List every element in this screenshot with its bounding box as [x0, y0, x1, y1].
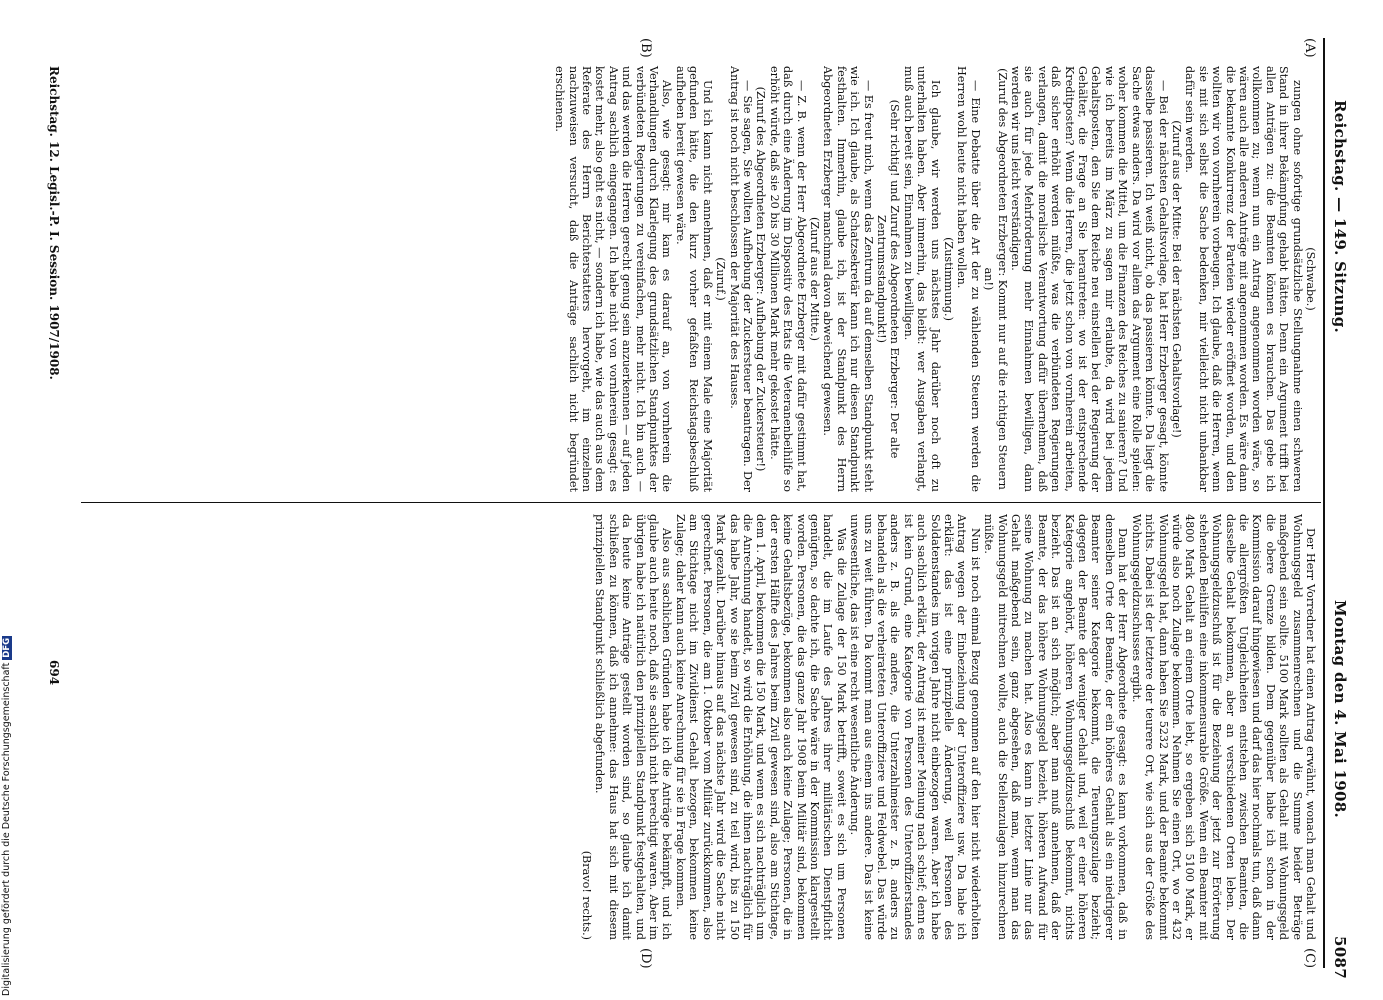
left-paragraph-6: — Z. B. wenn der Herr Abgeordnete Erzberger mit dafür gestimmt hat, daß durch eine Änderung im Dispositiv des Etats die Veteranenbeihilfe so erhöht würde, daß sie 20 bis 30 Millionen Mark mehr gekostet hätte. [767, 66, 808, 492]
left-paragraph-7: — Sie sagen, Sie wollten Aufhebung der Zuckersteuer beantragen. Der Antrag ist noch nicht beschlossen der Majorität des Hauses. [727, 66, 754, 492]
left-paragraph-5: — Es freut mich, wenn das Zentrum da auf demselben Standpunkt steht wie ich. Ich glaube, als Schatzsekretär kann ich nur diesen Standpunkt festhalten. Immerhin, glaube ich, ist der Standpunkt des Herrn Abgeordneten Erzberger manchmal davon abweichend gewesen. [821, 66, 875, 492]
right-interjection-1: (Bravo! rechts.) [580, 850, 594, 940]
page-number: 5087 [1331, 936, 1349, 979]
left-paragraph-8: Und ich kann nicht annehmen, daß er mit einem Male eine Majorität gefunden hätte, die den kurz vorher gefaßten Reichstagsbeschluß aufheben bereit gewesen wäre. [673, 66, 714, 492]
left-paragraph-1: zungen ohne sofortige grundsätzliche Stellungnahme einen schweren Stand in ihrer Bekämpfung gehabt hätten. Denn ein Argument trifft bei allen Anträgen zu: die Beamten können es brauchen. Das gebe ich vollkommen zu; wenn nun ein Antrag angenommen worden wäre, so wären auch alle anderen Anträge mit angenommen worden. Es wäre dann die bekannte Konkurrenz der Parteien wieder eröffnet worden, und den wollten wir von vornherein vorbeugen. Ich glaube, daß die Herren, wenn sie mit sich selbst die Sache bedenken, mir vielleicht nicht unbankbar dafür sein werden. [1183, 66, 1304, 492]
right-paragraph-2: Dann hat der Herr Abgeordnete gesagt: es kann vorkommen, daß in demselben Orte der Beamte, der ein höheres Gehalt als ein niedrigerer Beamter seiner Kategorie bekommt, die Teuerungszulage bezieht; dagegen der Beamte der weniger Gehalt und, weil er einer höheren Kategorie angehört, höheren Wohnungsgeldzuschuß bekommt, nichts bezieht. Das ist an sich möglich; aber man muß annehmen, daß der Beamte, der das höhere Wohnungsgeld bezieht, höheren Aufwand für seine Wohnung zu machen hat. Also es kann in letzter Linie nur das Gehalt maßgebend sein, ganz abgesehen, daß man, wenn man das Wohnungsgeld mitrechnen wollte, auch die Stellenzulagen hinzurechnen müßte. [982, 514, 1130, 940]
digitization-sidebar [0, 600, 14, 1000]
digitization-text: Digitalisierung gefördert durch die Deutsche Forschungsgemeinschaft [1, 662, 12, 996]
left-interjection-1: (Zuruf aus der Mitte: Bei der nächsten Gehaltsvorlage!) [1169, 120, 1183, 438]
left-interjection-7: (Zuruf.) [714, 257, 728, 301]
left-paragraph-3: — Eine Debatte über die Art der zu wählenden Steuern werden die Herren wohl heute nicht haben wollen. [955, 66, 982, 492]
left-paragraph-2: — Bei der nächsten Gehaltsvorlage, hat Herr Erzberger gesagt, könnte dasselbe passieren. Ich weiß nicht, ob das passieren könnte. Da liegt die Sache etwas anders. Da wird vor allem das Argument eine Rolle spielen: woher kommen die Mittel, um die Finanzen des Reiches zu sanieren? Und wie ich bereits im März zu sagen mir erlaubte, da wird bei jedem Gehaltsposten, den Sie dem Reiche neu einstellen bei der Regierung der Gehälter, die Frage an Sie herantreten: wo ist der entsprechende Kreditposten? Wenn die Herren, die jetzt schon von vornherein arbeiten, daß sicher erhöht werden müßte, was die verbündeten Regierungen verlangen, damit die moralische Verantwortung dafür übernehmen, daß sie auch für jede Mehrforderung mehr Einnahmen bewilligen, dann werden wir uns leicht verständigen. [1009, 66, 1170, 492]
left-interjection-6: (Zuruf des Abgeordneten Erzberger: Aufhebung der Zuckersteuer!) [754, 86, 768, 472]
speaker-name: (Schwabe.) [1304, 247, 1317, 311]
left-interjection-4: (Sehr richtig! und Zuruf des Abgeordneten Erzberger: Der alte Zentrumsstandpunkt!) [875, 99, 902, 459]
right-paragraph-5: Also aus sachlichen Gründen habe ich die Anträge bekämpft, und ich glaube auch heute noch, daß sie sachlich nicht berechtigt waren. Aber im übrigen habe ich natürlich den prinzipiellen Standpunkt festgehalten, und da heute keine Anträge gestellt worden sind, so glaube ich damit schließen zu können, daß ich annehme: das Haus hat sich mit diesem prinzipiellen Standpunkt schließlich abgefunden. [593, 514, 674, 940]
marker-d: (D) [638, 948, 653, 969]
right-column [580, 514, 1317, 940]
header-rule [1324, 38, 1326, 968]
dfg-logo: DFG [2, 637, 12, 658]
left-interjection-2: (Zuruf des Abgeordneten Erzberger: Kommt nur auf die richtigen Steuern an!) [982, 68, 1009, 490]
marker-a: (A) [1302, 38, 1317, 58]
left-interjection-3: (Zustimmung.) [942, 237, 956, 321]
left-paragraph-9: Also, wie gesagt: mir kam es darauf an, von vornherein die Verhandlungen durch Klarlegung des grundsätzlichen Standpunktes der verbündeten Regierungen zu vereinfachen, mehr nicht. Ich bin auch — und das werden die Herren gerecht genug sein anzuerkennen — auf jeden Antrag sachlich eingegangen. Ich habe nicht von vornherein gesagt: es kostet mehr, also geht es nicht, — sondern ich habe, wie das auch aus dem Referate des Herrn Berichterstatters hervorgeht, im einzelnen nachzuweisen versucht, daß die Anträge sachlich nicht begründet erschienen. [553, 66, 674, 492]
marker-b: (B) [638, 38, 653, 58]
left-interjection-5: (Zuruf aus der Mitte.) [807, 216, 821, 342]
left-paragraph-4: Ich glaube, wir werden uns nächstes Jahr darüber noch oft zu unterhalten haben. Aber immerhin, das bleibt: wer Ausgaben verlangt, muß auch bereit sein, Einnahmen zu bewilligen. [901, 66, 942, 492]
right-paragraph-1: Der Herr Vorredner hat einen Antrag erwähnt, wonach man Gehalt und Wohnungsgeld zusammenrechnen und die Summe beider Beträge maßgebend sein sollte. 5100 Mark sollten als Gehalt mit Wohnungsgeld die obere Grenze bilden. Dem gegenüber habe ich schon in der Kommission darauf hingewiesen und darf das hier nochmals tun, daß dann die allergrößten Ungleichheiten entstehen zwischen Beamten, die dasselbe Gehalt bekommen, aber an verschiedenen Orten leben. Der Wohnungsgeldzuschuß ist für die Beziehung der jetzt zur Erörterung stehenden Beihilfen eine inkommensurable Größe. Wenn ein Beamter mit 4800 Mark Gehalt an einem Orte lebt, so ergeben sich 5100 Mark, er würde also noch Zulage bekommen. Nehmen Sie einen Ort, wo er 432 Wohnungsgeld hat, dann haben Sie 5232 Mark, und der Beamte bekommt nichts. Dabei ist der letztere der teurere Ort, wie sich aus der Größe des Wohnungsgeldzuschusses ergibt. [1129, 514, 1317, 940]
right-paragraph-4: Was die Zulage der 150 Mark betrifft, soweit es sich um Personen handelt, die im Laufe des Jahres ihrer militärischen Dienstpflicht genügten, so dachte ich, die Sache wäre in der Kommission klargestellt worden. Personen, die das ganze Jahr 1908 beim Militär sind, bekommen keine Gehaltsbezüge, bekommen also auch keine Zulage; Personen, die in der ersten Hälfte des Jahres beim Zivil gewesen sind, also am Stichtage, dem 1. April, bekommen die 150 Mark, und wenn es sich nachträglich um die Anrechnung handelt, so wird die Erhöhung, die ihnen nachträglich für das halbe Jahr, wo sie beim Zivil gewesen sind, zu teil wird, bis zu 150 Mark gezahlt. Darüber hinaus auf das nächste Jahr wird die Sache nicht gerechnet. Personen, die am 1. Oktober vom Militär zurückkommen, also am Stichtage nicht im Zivildienst Gehalt bezogen, bekommen keine Zulage; daher kann auch keine Anrechnung für sie in Frage kommen. [673, 514, 848, 940]
digitization-note [1, 636, 12, 996]
footer-left: Reichstag. 12. Legisl.-P. I. Session. 1907/1908. [47, 66, 61, 380]
right-paragraph-3: Nun ist noch einmal Bezug genommen auf den hier nicht wiederholten Antrag wegen der Einbeziehung der Unteroffiziere usw. Da habe ich erklärt: das ist eine prinzipielle Änderung, weil Personen des Soldatenstandes im vorigen Jahre nicht einbezogen waren. Aber ich habe auch sachlich erklärt, der Antrag ist meiner Meinung nach schief; denn es ist kein Grund, eine Kategorie von Personen des Unteroffizierstandes anders z. B. als die andere, die Unterzahlmeister z. B. anders zu behandeln als die verheirateten Unteroffiziere und Feldwebel. Das würde uns zu weit führen. Da kommt man aus einem ins andere. Das ist keine unwesentliche, das ist eine recht wesentliche Änderung. [848, 514, 982, 940]
page-header-left: Reichstag. — 149. Sitzung. [1331, 100, 1349, 334]
page-header-right: Montag den 4. Mai 1908. [1331, 600, 1349, 819]
footer-page-number: 694 [47, 660, 61, 686]
marker-c: (C) [1302, 948, 1317, 969]
column-divider [81, 502, 1321, 503]
left-column [553, 66, 1317, 492]
